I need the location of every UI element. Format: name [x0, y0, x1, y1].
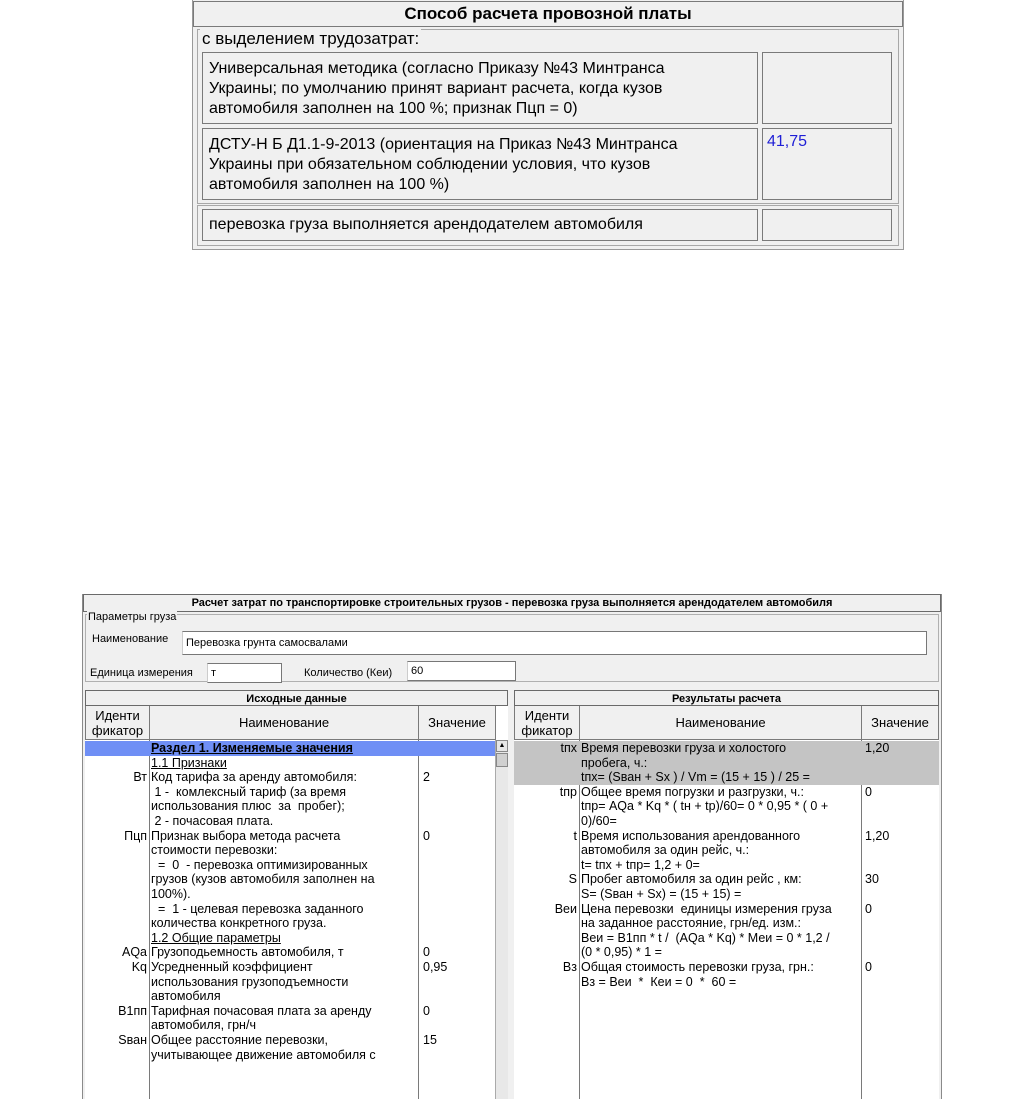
labor-cost-group-legend: с выделением трудозатрат:	[202, 29, 420, 48]
row-value: 30	[865, 872, 879, 887]
option-universal-line-1: Универсальная методика (согласно Приказу №43 Минтранса	[209, 60, 665, 77]
result-row[interactable]	[514, 814, 939, 829]
source-data-row[interactable]	[85, 756, 495, 771]
source-data-row[interactable]	[85, 829, 495, 844]
row-name: автомобиля за один рейс, ч.:	[581, 843, 750, 858]
row-value: 1,20	[865, 741, 890, 755]
row-name: = 0 - перевозка оптимизированных	[151, 857, 368, 872]
row-value: 0	[865, 784, 872, 799]
row-name: грузов (кузов автомобиля заполнен на	[151, 872, 375, 887]
source-data-header: Исходные данные	[85, 690, 508, 706]
source-data-row[interactable]	[85, 989, 495, 1004]
quantity-field[interactable]: 60	[407, 661, 516, 681]
quantity-label: Количество (Кеи)	[304, 667, 393, 679]
result-row[interactable]	[514, 872, 939, 887]
cargo-name-label: Наименование	[92, 633, 169, 645]
cargo-name-field[interactable]: Перевозка грунта самосвалами	[182, 631, 927, 655]
row-name: автомобиля	[151, 989, 221, 1004]
res-col-value-header: Значение	[862, 706, 939, 740]
row-value: 0,95	[423, 960, 448, 974]
row-value: 15	[423, 1033, 437, 1047]
source-data-row[interactable]	[85, 931, 495, 946]
row-value: 0	[865, 960, 872, 974]
results-pane	[514, 690, 939, 1099]
row-name: учитывающее движение автомобиля с	[151, 1047, 376, 1062]
row-name: стоимости перевозки:	[151, 843, 278, 858]
col-value-header: Значение	[419, 706, 496, 740]
scroll-thumb[interactable]	[496, 753, 508, 767]
row-name: Время перевозки груза и холостого	[581, 741, 787, 755]
row-identifier: Kq	[131, 960, 147, 974]
row-name: tпх= (Sван + Sх ) / Vm = (15 + 15 ) / 25 =	[581, 770, 810, 785]
source-data-row[interactable]	[85, 799, 495, 814]
row-name: Общее расстояние перевозки,	[151, 1033, 329, 1047]
col-identifier-line-1: Иденти	[95, 707, 140, 723]
row-name: 1 - комлексный тариф (за время	[151, 784, 347, 799]
result-row[interactable]	[514, 785, 939, 800]
option-universal-line-2: Украины; по умолчанию принят вариант расчета, когда кузов	[209, 80, 663, 97]
option-universal-method[interactable]	[202, 52, 758, 124]
col-name-header: Наименование	[150, 706, 419, 740]
result-row[interactable]	[514, 843, 939, 858]
option-dstu-method[interactable]	[202, 128, 758, 200]
row-identifier: t	[573, 828, 577, 843]
row-name: S= (Sван + Sх) = (15 + 15) =	[581, 887, 742, 901]
labor-cost-group	[197, 29, 899, 204]
row-name: 100%).	[151, 887, 191, 901]
result-row[interactable]	[514, 829, 939, 844]
row-identifier: tпх	[560, 741, 577, 755]
res-col-identifier-header	[514, 706, 580, 740]
row-name: Признак выбора метода расчета	[151, 828, 341, 843]
row-identifier: S	[568, 872, 577, 887]
row-name: 1.2 Общие параметры	[151, 930, 281, 945]
row-name: Тарифная почасовая плата за аренду	[151, 1003, 372, 1018]
option-dstu-value[interactable]: 41,75	[762, 128, 892, 200]
source-data-row[interactable]	[85, 887, 495, 902]
res-col-name-header: Наименование	[580, 706, 862, 740]
result-row[interactable]	[514, 756, 939, 771]
result-row[interactable]	[514, 931, 939, 946]
col-identifier-header	[85, 706, 150, 740]
source-data-row[interactable]	[85, 1033, 495, 1048]
row-identifier: Пцп	[124, 828, 147, 843]
unit-field[interactable]: т	[207, 663, 282, 683]
row-name: 0)/60=	[581, 814, 617, 828]
row-name: Усредненный коэффициент	[151, 960, 313, 974]
row-value: 0	[865, 901, 872, 916]
source-data-row[interactable]	[85, 902, 495, 917]
row-name: Цена перевозки единицы измерения груза	[581, 901, 832, 916]
result-row[interactable]	[514, 960, 939, 975]
results-header: Результаты расчета	[514, 690, 939, 706]
source-data-row[interactable]	[85, 785, 495, 800]
source-data-row[interactable]	[85, 960, 495, 975]
unit-label: Единица измерения	[90, 667, 193, 679]
row-name: автомобиля, грн/ч	[151, 1018, 256, 1033]
row-name: = 1 - целевая перевозка заданного	[151, 901, 364, 916]
row-name: (0 * 0,95) * 1 =	[581, 945, 662, 960]
source-data-pane	[85, 690, 508, 1099]
result-row[interactable]	[514, 916, 939, 931]
row-name: 2 - почасовая плата.	[151, 814, 274, 828]
row-identifier: B1пп	[118, 1003, 147, 1018]
source-data-row[interactable]	[85, 916, 495, 931]
source-data-row[interactable]	[85, 858, 495, 873]
row-identifier: AQa	[121, 945, 147, 960]
row-name: t= tпх + tпр= 1,2 + 0=	[581, 857, 700, 872]
row-name: использования грузоподъемности	[151, 974, 349, 989]
row-name: Веи = B1пп * t / (AQa * Kq) * Меи = 0 * 1,2 /	[581, 930, 830, 945]
option-dstu-line-1: ДСТУ-Н Б Д1.1-9-2013 (ориентация на Приказ №43 Минтранса	[209, 136, 678, 153]
row-value: 0	[423, 828, 430, 843]
source-data-row[interactable]	[85, 1004, 495, 1019]
row-name: количества конкретного груза.	[151, 916, 327, 931]
transport-cost-window	[82, 594, 942, 1099]
row-identifier: tпр	[559, 784, 577, 799]
row-name: пробега, ч.:	[581, 755, 648, 770]
row-value: 0	[423, 1003, 430, 1018]
col-identifier-line-2: фикатор	[91, 722, 144, 738]
row-identifier: Вт	[133, 770, 147, 785]
source-data-row[interactable]	[85, 770, 495, 785]
option-dstu-line-3: автомобиля заполнен на 100 %)	[209, 176, 450, 193]
row-name: Общая стоимость перевозки груза, грн.:	[581, 960, 814, 974]
source-data-row[interactable]	[85, 843, 495, 858]
row-value: 2	[423, 770, 430, 785]
option-dstu-line-2: Украины при обязательном соблюдении условия, что кузов	[209, 156, 651, 173]
row-name: 1.1 Признаки	[151, 755, 227, 770]
option-lessor-value[interactable]	[762, 209, 892, 241]
result-row[interactable]	[514, 887, 939, 902]
row-name: Вз = Веи * Кеи = 0 * 60 =	[581, 974, 737, 989]
row-identifier: Sван	[118, 1033, 147, 1047]
row-name: использования плюс за пробег);	[151, 799, 345, 814]
row-name: Общее время погрузки и разгрузки, ч.:	[581, 784, 804, 799]
result-row[interactable]	[514, 799, 939, 814]
result-row[interactable]	[514, 902, 939, 917]
res-col-identifier-line-2: фикатор	[521, 722, 573, 738]
source-data-row[interactable]	[85, 945, 495, 960]
row-value: 1,20	[865, 828, 890, 843]
option-lessor-transport[interactable]: перевозка груза выполняется арендодателем автомобиля	[202, 209, 758, 241]
result-row[interactable]	[514, 975, 939, 990]
option-universal-line-3: автомобиля заполнен на 100 %; признак Пцп = 0)	[209, 100, 578, 117]
row-identifier: Веи	[554, 901, 577, 916]
result-row[interactable]	[514, 741, 939, 756]
source-data-row[interactable]	[85, 814, 495, 829]
row-value: 0	[423, 945, 430, 960]
result-row[interactable]	[514, 770, 939, 785]
source-data-row[interactable]	[85, 975, 495, 990]
res-col-identifier-line-1: Иденти	[524, 707, 570, 723]
row-name: Раздел 1. Изменяемые значения	[151, 741, 353, 755]
option-universal-value[interactable]	[762, 52, 892, 124]
calc-method-panel	[192, 0, 904, 250]
row-name: Грузоподьемность автомобиля, т	[151, 945, 344, 960]
row-name: на заданное расстояние, грн/ед. изм.:	[581, 916, 801, 931]
transport-cost-title: Расчет затрат по транспортировке строительных грузов - перевозка груза выполняется арендодателем автомобиля	[83, 594, 941, 612]
cargo-params-legend: Параметры груза	[88, 611, 177, 623]
result-row[interactable]	[514, 945, 939, 960]
source-data-row[interactable]	[85, 1048, 495, 1063]
calc-method-title: Способ расчета провозной платы	[193, 1, 903, 27]
row-identifier: Вз	[562, 960, 577, 974]
row-name: tпр= AQa * Kq * ( tн + tр)/60= 0 * 0,95 * ( 0 +	[581, 799, 829, 814]
row-name: Код тарифа за аренду автомобиля:	[151, 770, 357, 785]
row-name: Время использования арендованного	[581, 828, 801, 843]
lessor-group	[197, 205, 899, 246]
result-row[interactable]	[514, 858, 939, 873]
source-data-row[interactable]	[85, 741, 495, 756]
cargo-params-group	[85, 611, 939, 682]
source-data-row[interactable]	[85, 872, 495, 887]
row-name: Пробег автомобиля за один рейс , км:	[581, 872, 802, 887]
source-data-scrollbar[interactable]	[495, 740, 508, 1099]
source-data-row[interactable]	[85, 1018, 495, 1033]
scroll-up-arrow-icon[interactable]: ▲	[496, 740, 508, 752]
